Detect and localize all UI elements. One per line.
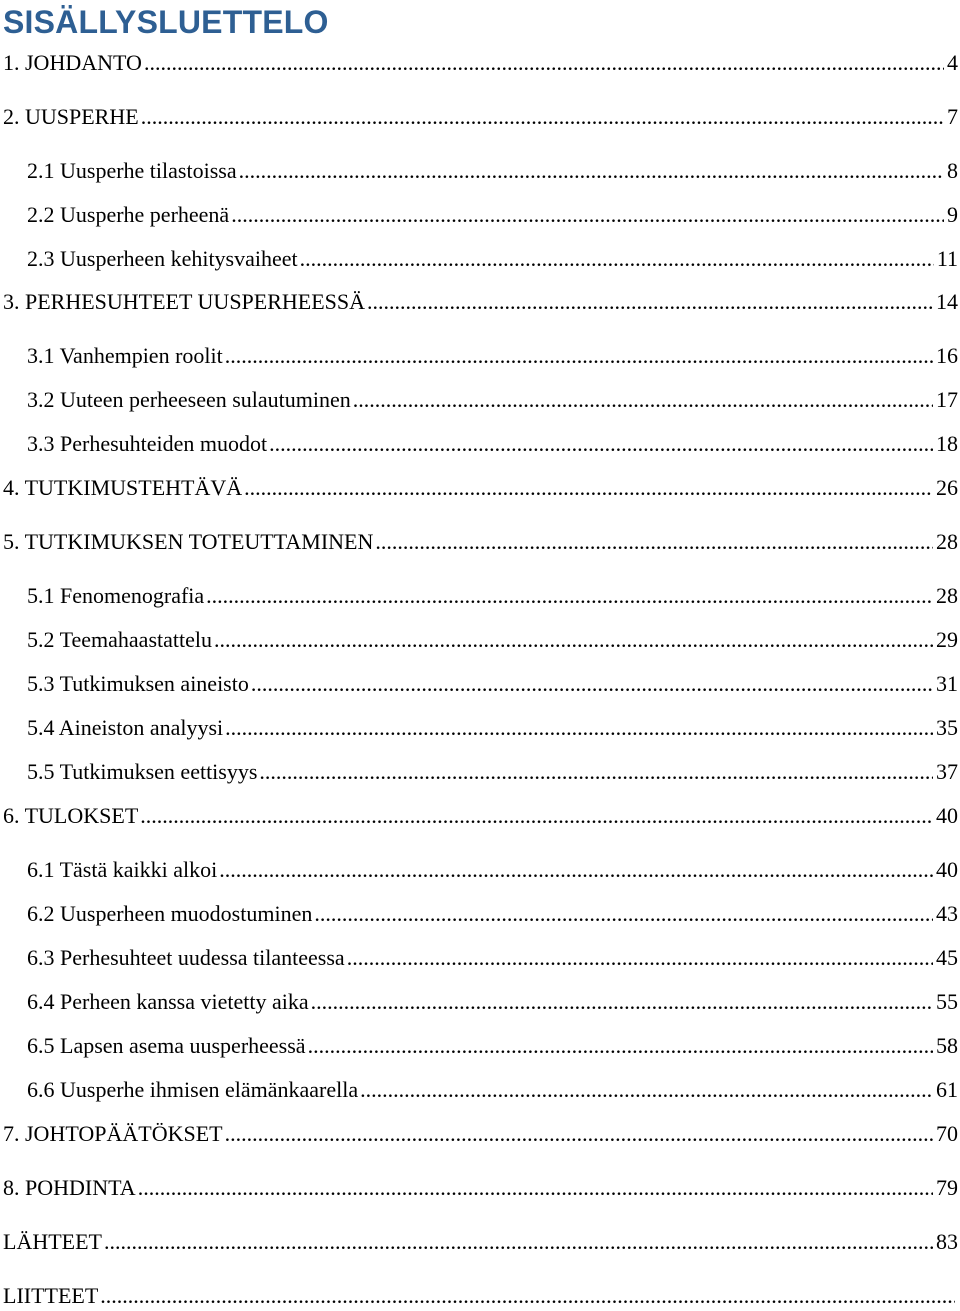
toc-page-number: 18 bbox=[936, 431, 958, 456]
toc-page-number: 35 bbox=[936, 715, 958, 740]
toc-dot-leader bbox=[104, 1227, 933, 1257]
toc-dot-leader bbox=[140, 801, 933, 831]
toc-entry-label: 6. TULOKSET bbox=[3, 803, 139, 828]
toc-entry-label: 6.6 Uusperhe ihmisen elämänkaarella bbox=[27, 1077, 359, 1102]
toc-dot-leader bbox=[353, 385, 933, 415]
toc-page-number: 11 bbox=[936, 246, 958, 271]
toc-dot-leader bbox=[259, 757, 933, 787]
toc-entry-label: 2.1 Uusperhe tilastoissa bbox=[27, 158, 237, 183]
toc-entry-tutkimuksen-eettisyys[interactable] bbox=[27, 757, 958, 787]
toc-entry-label: 2.3 Uusperheen kehitysvaiheet bbox=[27, 246, 298, 271]
toc-entry-label: 5.2 Teemahaastattelu bbox=[27, 627, 212, 652]
toc-entry-label: 1. JOHDANTO bbox=[3, 50, 142, 75]
toc-entry-label: 3.1 Vanhempien roolit bbox=[27, 343, 223, 368]
toc-page-number: 7 bbox=[947, 104, 958, 129]
toc-page-number: 43 bbox=[936, 901, 958, 926]
toc-entry-label: 3.3 Perhesuhteiden muodot bbox=[27, 431, 268, 456]
toc-dot-leader bbox=[144, 48, 944, 78]
toc-entry-label: 2.2 Uusperhe perheenä bbox=[27, 202, 230, 227]
toc-dot-leader bbox=[347, 943, 933, 973]
toc-entry-label: 7. JOHTOPÄÄTÖKSET bbox=[3, 1121, 223, 1146]
toc-page-number: 70 bbox=[936, 1121, 958, 1146]
toc-entry-label: 5. TUTKIMUKSEN TOTEUTTAMINEN bbox=[3, 529, 374, 554]
toc-entry-aineiston-analyysi[interactable] bbox=[27, 713, 958, 743]
toc-entry-tasta-kaikki-alkoi[interactable] bbox=[27, 855, 958, 885]
toc-page-number: 37 bbox=[936, 759, 958, 784]
toc-entry-liitteet[interactable] bbox=[3, 1281, 958, 1311]
toc-page-number: 31 bbox=[936, 671, 958, 696]
toc-entry-johtopaatokset[interactable] bbox=[3, 1119, 958, 1149]
toc-entry-lapsen-asema[interactable] bbox=[27, 1031, 958, 1061]
toc-dot-leader bbox=[300, 244, 934, 274]
toc-entry-label: 6.3 Perhesuhteet uudessa tilanteessa bbox=[27, 945, 345, 970]
toc-page-number: 26 bbox=[936, 475, 958, 500]
toc-dot-leader bbox=[239, 156, 944, 186]
toc-entry-perhesuhteet-uusperheessa[interactable] bbox=[3, 287, 958, 317]
toc-entry-label: 5.5 Tutkimuksen eettisyys bbox=[27, 759, 258, 784]
toc-page-number: 4 bbox=[947, 50, 958, 75]
toc-entry-label: 5.1 Fenomenografia bbox=[27, 583, 205, 608]
toc-entry-sulautuminen[interactable] bbox=[27, 385, 958, 415]
toc-entry-vanhempien-roolit[interactable] bbox=[27, 341, 958, 371]
toc-page-number: 40 bbox=[936, 803, 958, 828]
toc-entry-label: 5.3 Tutkimuksen aineisto bbox=[27, 671, 249, 696]
toc-dot-leader bbox=[308, 1031, 933, 1061]
toc-entry-label: 4. TUTKIMUSTEHTÄVÄ bbox=[3, 475, 243, 500]
toc-entry-label: 3. PERHESUHTEET UUSPERHEESSÄ bbox=[3, 289, 366, 314]
page-title: SISÄLLYSLUETTELO bbox=[3, 4, 329, 40]
toc-entry-label: 6.1 Tästä kaikki alkoi bbox=[27, 857, 218, 882]
toc-page-number: 14 bbox=[936, 289, 958, 314]
toc-entry-tutkimuksen-aineisto[interactable] bbox=[27, 669, 958, 699]
toc-entry-tutkimuksen-toteuttaminen[interactable] bbox=[3, 527, 958, 557]
toc-dot-leader bbox=[225, 1119, 933, 1149]
toc-entry-label: 5.4 Aineiston analyysi bbox=[27, 715, 224, 740]
toc-dot-leader bbox=[244, 473, 933, 503]
toc-dot-leader bbox=[311, 987, 933, 1017]
toc-page-number: 16 bbox=[936, 343, 958, 368]
toc-page-number: 28 bbox=[936, 529, 958, 554]
toc-entry-perheen-kanssa-vietetty-aika[interactable] bbox=[27, 987, 958, 1017]
toc-page-number: 83 bbox=[936, 1229, 958, 1254]
toc-page-number: 55 bbox=[936, 989, 958, 1014]
toc-dot-leader bbox=[225, 341, 933, 371]
toc-page-number: 17 bbox=[936, 387, 958, 412]
toc-page-number: 58 bbox=[936, 1033, 958, 1058]
toc-page-number: 8 bbox=[947, 158, 958, 183]
toc-dot-leader bbox=[219, 855, 933, 885]
toc-dot-leader bbox=[251, 669, 933, 699]
toc-entry-label: LÄHTEET bbox=[3, 1229, 102, 1254]
toc-entry-uusperheen-kehitysvaiheet[interactable] bbox=[27, 244, 958, 274]
toc-page-number: 79 bbox=[936, 1175, 958, 1200]
toc-entry-uusperheen-muodostuminen[interactable] bbox=[27, 899, 958, 929]
toc-entry-label: 6.5 Lapsen asema uusperheessä bbox=[27, 1033, 306, 1058]
toc-entry-fenomenografia[interactable] bbox=[27, 581, 958, 611]
toc-entry-johdanto[interactable] bbox=[3, 48, 958, 78]
toc-entry-teemahaastattelu[interactable] bbox=[27, 625, 958, 655]
toc-dot-leader bbox=[141, 102, 944, 132]
toc-dot-leader bbox=[214, 625, 933, 655]
toc-dot-leader bbox=[360, 1075, 933, 1105]
toc-page-number: 29 bbox=[936, 627, 958, 652]
toc-entry-uusperhe[interactable] bbox=[3, 102, 958, 132]
toc-page-number: 40 bbox=[936, 857, 958, 882]
toc-entry-elamankaari[interactable] bbox=[27, 1075, 958, 1105]
toc-entry-perhesuhteet-uudessa-tilanteessa[interactable] bbox=[27, 943, 958, 973]
toc-entry-tutkimustehtava[interactable] bbox=[3, 473, 958, 503]
toc-entry-label: LIITTEET bbox=[3, 1283, 99, 1308]
toc-entry-tulokset[interactable] bbox=[3, 801, 958, 831]
toc-entry-label: 8. POHDINTA bbox=[3, 1175, 136, 1200]
toc-page-number: 28 bbox=[936, 583, 958, 608]
toc-entry-uusperhe-tilastoissa[interactable] bbox=[27, 156, 958, 186]
toc-dot-leader bbox=[225, 713, 933, 743]
toc-entry-perhesuhteiden-muodot[interactable] bbox=[27, 429, 958, 459]
toc-entry-label: 6.4 Perheen kanssa vietetty aika bbox=[27, 989, 309, 1014]
toc-dot-leader bbox=[269, 429, 933, 459]
toc-dot-leader bbox=[138, 1173, 933, 1203]
toc-entry-label: 6.2 Uusperheen muodostuminen bbox=[27, 901, 313, 926]
toc-dot-leader bbox=[206, 581, 933, 611]
toc-page-number: 61 bbox=[936, 1077, 958, 1102]
toc-entry-uusperhe-perheena[interactable] bbox=[27, 200, 958, 230]
toc-entry-label: 3.2 Uuteen perheeseen sulautuminen bbox=[27, 387, 351, 412]
toc-page-number: 45 bbox=[936, 945, 958, 970]
toc-entry-lahteet[interactable] bbox=[3, 1227, 958, 1257]
toc-dot-leader bbox=[367, 287, 933, 317]
toc-dot-leader bbox=[314, 899, 933, 929]
toc-page-number: 9 bbox=[947, 202, 958, 227]
toc-entry-pohdinta[interactable] bbox=[3, 1173, 958, 1203]
toc-dot-leader bbox=[231, 200, 944, 230]
toc-dot-leader bbox=[375, 527, 933, 557]
toc-dot-leader bbox=[100, 1281, 955, 1311]
toc-entry-label: 2. UUSPERHE bbox=[3, 104, 139, 129]
